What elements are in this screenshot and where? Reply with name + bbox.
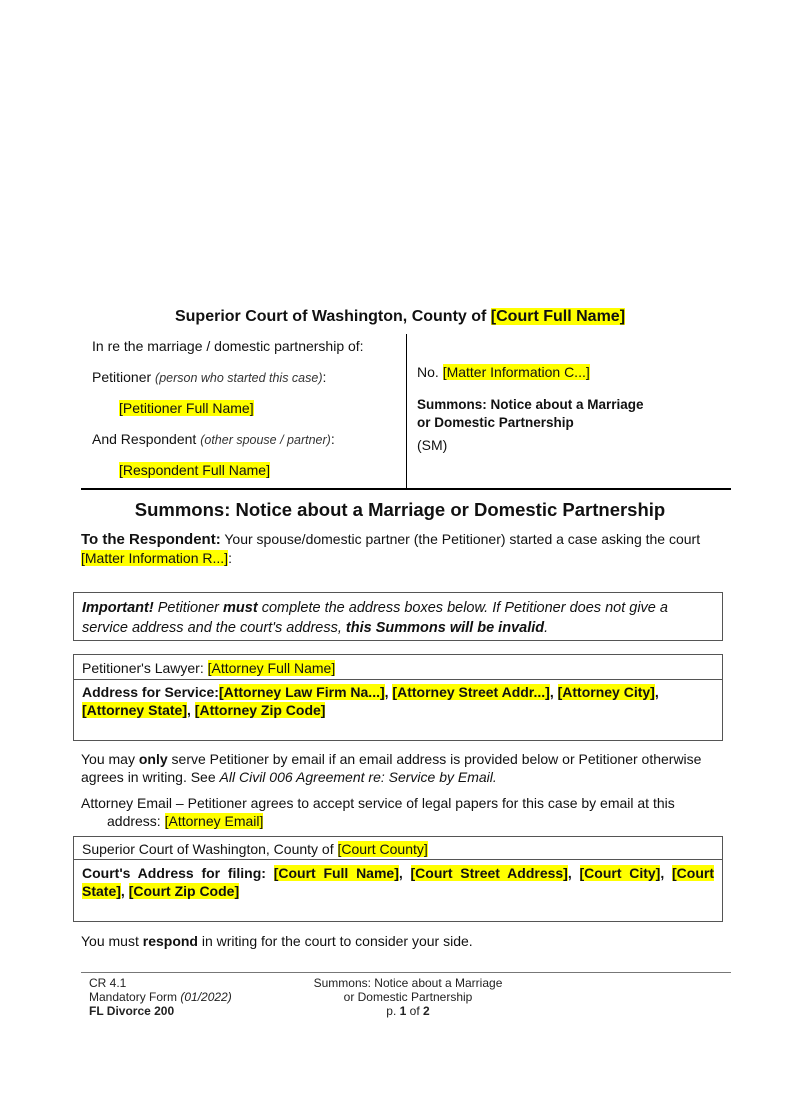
lawyer-box	[73, 654, 723, 741]
service-address-label: Address for Service:	[82, 684, 219, 700]
attorney-state-field[interactable]: [Attorney State]	[82, 702, 188, 718]
lawyer-label: Petitioner's Lawyer:	[82, 660, 208, 676]
form-title-line1: Summons: Notice about a Marriage	[417, 397, 644, 412]
case-caption	[81, 334, 731, 490]
court-state-field[interactable]: [Court State]	[82, 865, 714, 899]
form-title-line2: or Domestic Partnership	[417, 415, 574, 430]
court-county-field[interactable]: [Court County]	[337, 841, 428, 857]
invalid-warning: this Summons will be invalid	[345, 620, 545, 636]
petitioner-label-row: Petitioner (person who started this case):	[92, 369, 327, 385]
footer-center	[258, 976, 558, 1018]
intro-lead: To the Respondent:	[81, 531, 221, 548]
footer-page-number: p. 1 of 2	[386, 1004, 430, 1018]
attorney-email-field[interactable]: [Attorney Email]	[164, 813, 264, 829]
court-address-box	[73, 836, 723, 922]
important-lead: Important!	[82, 600, 154, 616]
footer-form-id: FL Divorce 200	[89, 1004, 175, 1018]
email-service-paragraph: You may only serve Petitioner by email if an email address is provided below or Petitioner otherwise agrees in writing. See All Civil 006 Agreement re: Service by Email.	[81, 751, 702, 785]
court-full-name-field[interactable]: [Court Full Name]	[273, 865, 399, 881]
respond-instruction: You must respond in writing for the court to consider your side.	[81, 933, 473, 949]
intro-paragraph: To the Respondent: Your spouse/domestic partner (the Petitioner) started a case asking the court [Matter Information R...]:	[81, 531, 701, 566]
important-notice-box	[73, 592, 723, 641]
case-number-row	[417, 364, 590, 380]
court-county-row: Superior Court of Washington, County of [Court County]	[82, 841, 428, 857]
petitioner-name-field[interactable]: [Petitioner Full Name]	[119, 400, 254, 416]
court-header	[0, 308, 800, 326]
matter-relief-field[interactable]: [Matter Information R...]	[81, 550, 229, 566]
respondent-label-row: And Respondent (other spouse / partner):	[92, 431, 335, 447]
intro-text: Your spouse/domestic partner (the Petitioner) started a case asking the court	[220, 531, 701, 547]
in-re-label: In re the marriage / domestic partnership of:	[92, 338, 364, 354]
respondent-label: And Respondent	[92, 431, 197, 447]
form-code: (SM)	[417, 437, 448, 453]
respondent-note: (other spouse / partner)	[200, 433, 331, 447]
footer-title-line2: or Domestic Partnership	[343, 990, 473, 1004]
attorney-name-field[interactable]: [Attorney Full Name]	[207, 660, 336, 676]
attorney-street-field[interactable]: [Attorney Street Addr...]	[392, 684, 550, 700]
attorney-firm-field[interactable]: [Attorney Law Firm Na...]	[218, 684, 385, 700]
caption-parties	[81, 334, 407, 488]
attorney-zip-field[interactable]: [Attorney Zip Code]	[194, 702, 326, 718]
respondent-name-field[interactable]: [Respondent Full Name]	[119, 462, 270, 478]
attorney-email-paragraph: Attorney Email – Petitioner agrees to accept service of legal papers for this case by email at this address: [Attorney Email]	[81, 795, 675, 829]
important-notice-text: Important! Petitioner must complete the address boxes below. If Petitioner does not give a service address and the court's address, this Summons will be invalid.	[82, 600, 668, 636]
main-title: Summons: Notice about a Marriage or Domestic Partnership	[134, 499, 666, 520]
court-filing-label: Court's Address for filing:	[82, 865, 274, 881]
footer-title-line1: Summons: Notice about a Marriage	[313, 976, 503, 990]
court-header-prefix: Superior Court of Washington, County of	[174, 308, 487, 325]
service-address-row: Address for Service:[Attorney Law Firm Na...], [Attorney Street Addr...], [Attorney City], [Attorney State], [Attorney Zip Code]	[82, 684, 659, 718]
petitioner-label: Petitioner	[92, 369, 152, 385]
petitioner-note: (person who started this case)	[155, 371, 323, 385]
court-filing-address-row: Court's Address for filing: [Court Full Name], [Court Street Address], [Court City], [Court State], [Court Zip Code]	[82, 865, 714, 899]
lawyer-row	[82, 659, 335, 677]
court-box-divider	[74, 859, 722, 860]
court-street-field[interactable]: [Court Street Address]	[410, 865, 568, 881]
caption-case-info	[417, 334, 731, 488]
lawyer-box-divider	[74, 679, 722, 680]
court-zip-field[interactable]: [Court Zip Code]	[128, 883, 240, 899]
footer-rule-number: CR 4.1	[89, 976, 127, 990]
footer-rule	[81, 972, 731, 973]
footer-left	[89, 976, 232, 1018]
court-name-field[interactable]: [Court Full Name]	[490, 308, 626, 325]
civil-006-reference: All Civil 006 Agreement re: Service by Email.	[219, 769, 497, 785]
court-city-field[interactable]: [Court City]	[579, 865, 661, 881]
footer-mandatory: Mandatory Form (01/2022)	[89, 990, 232, 1004]
case-number-label: No.	[417, 364, 439, 380]
attorney-city-field[interactable]: [Attorney City]	[557, 684, 655, 700]
case-number-field[interactable]: [Matter Information C...]	[442, 364, 590, 380]
